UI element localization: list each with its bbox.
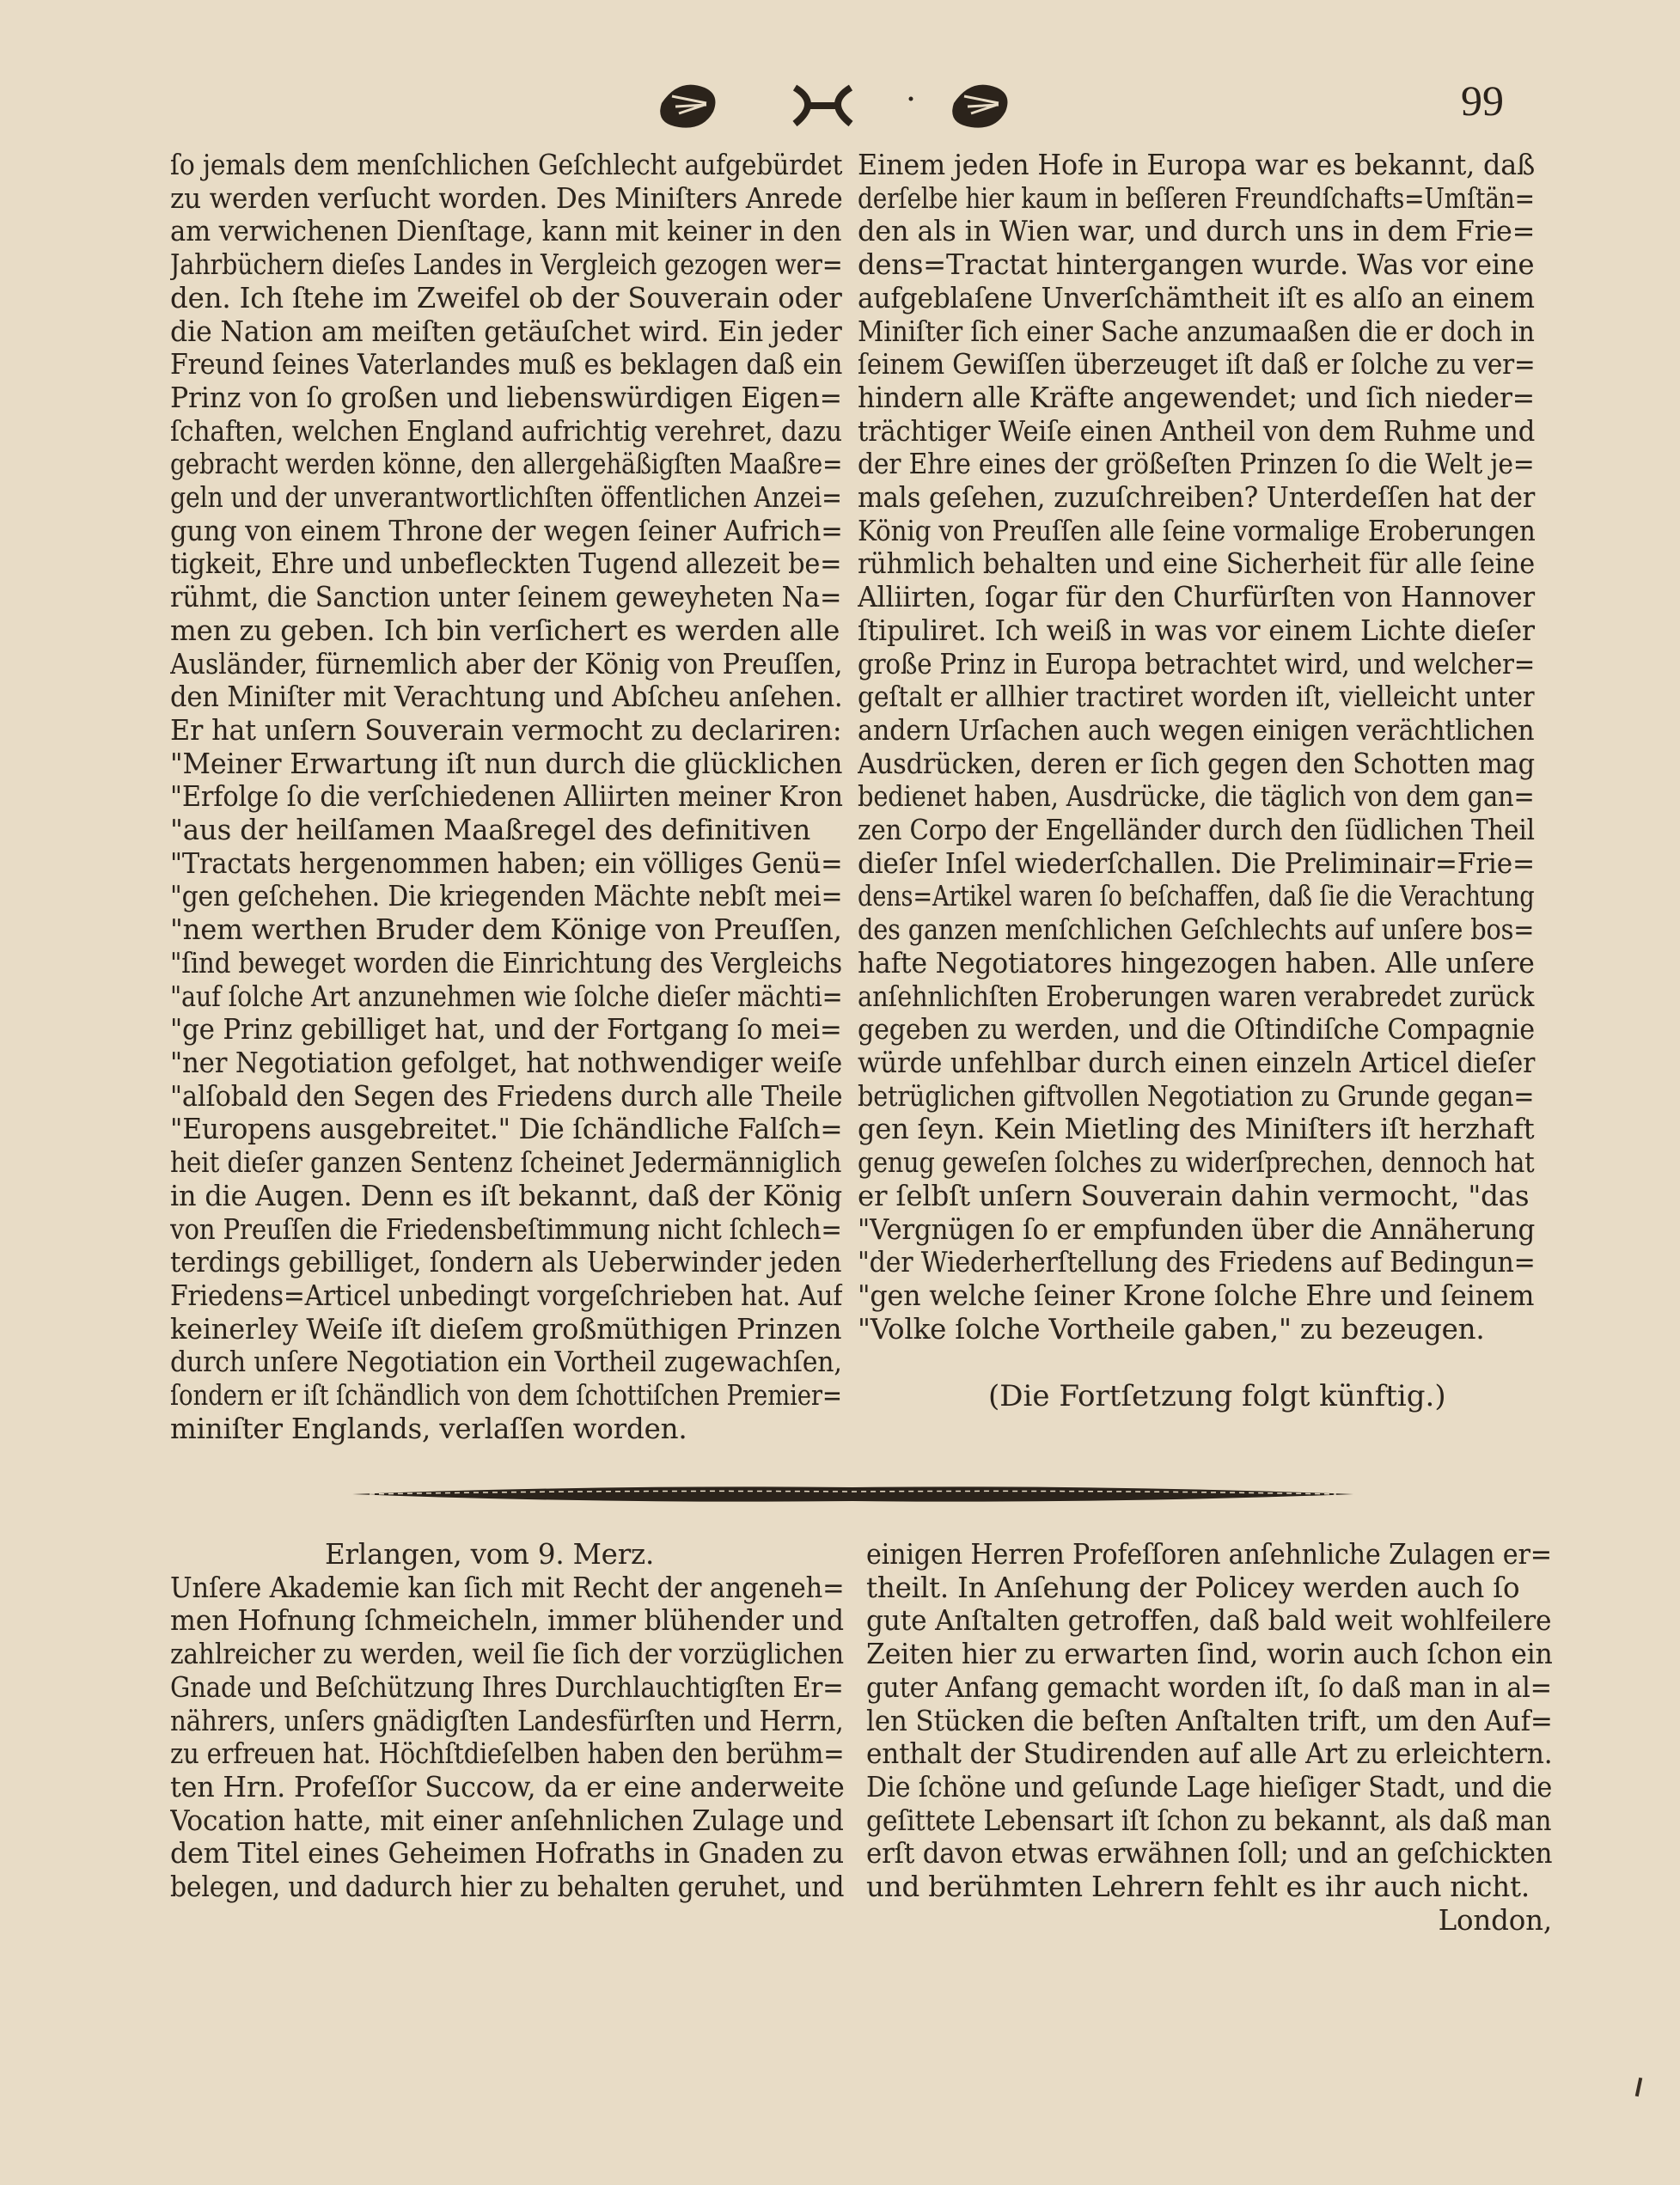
text-line: Die ſchöne und geſunde Lage hieſiger Stadt, und die (866, 1770, 1552, 1804)
text-line: zen Corpo der Engelländer durch den ſüdlichen Theil (858, 814, 1535, 847)
text-line: dem Titel eines Geheimen Hofraths in Gnaden zu (170, 1837, 844, 1871)
text-line: ſtipuliret. Ich weiß in was vor einem Lichte dieſer (858, 613, 1535, 647)
text-line: den. Ich ſtehe im Zweifel ob der Souverain oder (170, 281, 842, 314)
text-line: einigen Herren Profeſſoren anſehnliche Zulagen er= (866, 1538, 1552, 1571)
text-line: "Vergnügen ſo er empfunden über die Annäherung (858, 1212, 1536, 1246)
shell-ornament-right-icon (952, 85, 1007, 128)
stray-ink-mark (1635, 2078, 1642, 2097)
text-line: gebracht werden könne, den allergehäßigſten Maaßre= (170, 448, 843, 481)
dateline: Erlangen, vom 9. Merz. (325, 1538, 655, 1571)
text-line: Zeiten hier zu erwarten ſind, worin auch ſchon ein (866, 1638, 1553, 1671)
text-line: Gnade und Beſchützung Ihres Durchlauchtigſten Er= (170, 1670, 844, 1704)
text-line: er ſelbſt unſern Souverain dahin vermocht, "das (858, 1179, 1530, 1212)
continuation-note: (Die Fortſetzung folgt künftig.) (988, 1379, 1446, 1413)
text-line: genug geweſen ſolches zu widerſprechen, dennoch hat (858, 1146, 1535, 1180)
text-line: zu erfreuen hat. Höchſtdieſelben haben den berühm= (170, 1737, 845, 1771)
text-line: belegen, und dadurch hier zu behalten geruhet, und (170, 1871, 844, 1904)
text-line: große Prinz in Europa betrachtet wird, und welcher= (858, 647, 1536, 681)
text-line: aufgeblaſene Unverſchämtheit iſt es alſo an einem (858, 281, 1535, 314)
text-line: bedienet haben, Ausdrücke, die täglich von dem gan= (858, 780, 1535, 814)
text-line: Er hat unſern Souverain vermocht zu declariren: (170, 713, 842, 747)
text-line: "Europens ausgebreitet." Die ſchändliche Falſch= (170, 1113, 843, 1146)
text-line: Miniſter ſich einer Sache anzumaaßen die er doch in (858, 314, 1535, 348)
text-line: Vocation hatte, mit einer anſehnlichen Zulage und (170, 1804, 844, 1837)
text-line: von Preuſſen die Friedensbeſtimmung nicht ſchlech= (170, 1212, 842, 1246)
text-line: men Hofnung ſchmeicheln, immer blühender und (170, 1604, 844, 1638)
top-left-column (170, 149, 842, 1445)
text-line: ſeinem Gewiſſen überzeuget iſt daß er ſolche zu ver= (858, 348, 1536, 381)
text-line: gen ſeyn. Kein Mietling des Miniſters iſt herzhaft (858, 1113, 1535, 1146)
text-line: heit dieſer ganzen Sentenz ſcheinet Jedermänniglich (170, 1146, 842, 1180)
text-line: tigkeit, Ehre und unbefleckten Tugend allezeit be= (170, 547, 842, 581)
text-line: theilt. In Anſehung der Policey werden auch ſo (866, 1571, 1520, 1604)
text-line: Prinz von ſo großen und liebenswürdigen Eigen= (170, 381, 842, 414)
text-line: Ausdrücken, deren er ſich gegen den Schotten mag (858, 747, 1535, 780)
text-line: geln und der unverantwortlichſten öffentlichen Anzei= (170, 481, 842, 515)
text-line: hafte Negotiatores hingezogen haben. Alle unſere (858, 946, 1535, 980)
text-line: "Meiner Erwartung iſt nun durch die glücklichen (170, 747, 843, 780)
text-line: enthalt der Studirenden auf alle Art zu erleichtern. (866, 1737, 1553, 1771)
text-line: derſelbe hier kaum in beſſeren Freundſchafts=Umſtän= (858, 181, 1535, 215)
text-line: zahlreicher zu werden, weil ſie ſich der vorzüglichen (170, 1638, 844, 1671)
text-line: Ausländer, fürnemlich aber der König von Preuſſen, (170, 647, 843, 681)
text-line: "aus der heilſamen Maaßregel des definitiven (170, 814, 811, 847)
text-line: ſondern er iſt ſchändlich von dem ſchottiſchen Premier= (170, 1379, 842, 1413)
text-line: "der Wiederherſtellung des Friedens auf Bedingun= (858, 1246, 1536, 1279)
text-line: in die Augen. Denn es iſt bekannt, daß der König (170, 1179, 842, 1212)
text-line: rühmlich behalten und eine Sicherheit für alle ſeine (858, 547, 1535, 581)
text-line: "ſind beweget worden die Einrichtung des Vergleichs (170, 946, 843, 980)
scroll-ornament-icon (795, 88, 851, 124)
text-line: geſtalt er allhier tractiret worden iſt, vielleicht unter (858, 681, 1535, 714)
bottom-right-column (866, 1538, 1552, 1937)
page-number: 99 (1461, 76, 1504, 125)
text-line: Jahrbüchern dieſes Landes in Vergleich gezogen wer= (170, 248, 843, 282)
header-ornament (0, 69, 1680, 137)
text-line: "Volke ſolche Vortheile gaben," zu bezeugen. (858, 1312, 1485, 1346)
text-line: "Tractats hergenommen haben; ein völliges Genü= (170, 846, 843, 880)
catchword: London, (1438, 1903, 1552, 1937)
text-line: den Miniſter mit Verachtung und Abſcheu anſehen. (170, 681, 843, 714)
text-line: trächtiger Weiſe einen Antheil von dem Ruhme und (858, 414, 1535, 448)
text-line: Einem jeden Hofe in Europa war es bekannt, daß (858, 149, 1535, 181)
text-line: andern Urſachen auch wegen einigen verächtlichen (858, 713, 1535, 747)
text-line: "gen geſchehen. Die kriegenden Mächte nebſt mei= (170, 880, 842, 913)
bottom-left-column (170, 1538, 844, 1904)
text-line: ſo jemals dem menſchlichen Geſchlecht aufgebürdet (170, 149, 843, 181)
text-line: keinerley Weiſe iſt dieſem großmüthigen Prinzen (170, 1312, 842, 1346)
text-line: men zu geben. Ich bin verſichert es werden alle (170, 613, 840, 647)
text-line: len Stücken die beſten Anſtalten trift, um den Auf= (866, 1704, 1553, 1737)
section-divider (352, 1480, 1353, 1509)
text-line: ten Hrn. Profeſſor Succow, da er eine anderweite (170, 1770, 845, 1804)
text-line: den als in Wien war, und durch uns in dem Frie= (858, 215, 1535, 248)
text-line: Friedens=Articel unbedingt vorgeſchrieben hat. Auf (170, 1279, 843, 1312)
text-line: gung von einem Throne der wegen ſeiner Aufrich= (170, 514, 843, 547)
text-line: mals geſehen, zuzuſchreiben? Unterdeſſen hat der (858, 481, 1536, 515)
text-line: guter Anfang gemacht worden iſt, ſo daß man in al= (866, 1670, 1552, 1704)
text-line: dens=Tractat hintergangen wurde. Was vor eine (858, 248, 1535, 282)
text-line: die Nation am meiſten getäuſchet wird. Ein jeder (170, 314, 842, 348)
text-line: König von Preuſſen alle ſeine vormalige Eroberungen (858, 514, 1536, 547)
text-line: ſchaften, welchen England aufrichtig verehret, dazu (170, 414, 842, 448)
top-right-column (858, 149, 1535, 1346)
text-line: betrüglichen giftvollen Negotiation zu Grunde gegan= (858, 1079, 1535, 1113)
text-line: rühmt, die Sanction unter ſeinem geweyheten Na= (170, 581, 842, 614)
text-line: dieſer Inſel wiederſchallen. Die Preliminair=Frie= (858, 846, 1535, 880)
text-line: würde unfehlbar durch einen einzeln Articel dieſer (858, 1046, 1536, 1079)
text-line: und berühmten Lehrern fehlt es ihr auch nicht. (866, 1871, 1530, 1904)
text-line: "auf ſolche Art anzunehmen wie ſolche dieſer mächti= (170, 980, 843, 1013)
text-line: hindern alle Kräfte angewendet; und ſich nieder= (858, 381, 1535, 414)
text-line: "Erfolge ſo die verſchiedenen Alliirten meiner Kron (170, 780, 843, 814)
text-line: Unſere Akademie kan ſich mit Recht der angeneh= (170, 1571, 845, 1604)
text-line: gegeben zu werden, und die Oſtindiſche Compagnie (858, 1013, 1535, 1047)
text-line: "nem werthen Bruder dem Könige von Preuſſen, (170, 913, 842, 947)
text-line: miniſter Englands, verlaſſen worden. (170, 1412, 687, 1445)
text-line: zu werden verſucht worden. Des Miniſters Anrede (170, 181, 843, 215)
text-line: anſehnlichſten Eroberungen waren verabredet zurück (858, 980, 1535, 1013)
text-line: dens=Artikel waren ſo beſchaffen, daß ſie die Verachtung (858, 880, 1535, 913)
text-line: "ge Prinz gebilliget hat, und der Fortgang ſo mei= (170, 1013, 842, 1047)
text-line: durch unſere Negotiation ein Vortheil zugewachſen, (170, 1346, 842, 1379)
text-line: des ganzen menſchlichen Geſchlechts auf unſere bos= (858, 913, 1535, 947)
text-line: der Ehre eines der größeſten Prinzen ſo die Welt je= (858, 448, 1535, 481)
shell-ornament-left-icon (660, 85, 715, 128)
text-line: "alſobald den Segen des Friedens durch alle Theile (170, 1079, 843, 1113)
text-line: "gen welche ſeiner Krone ſolche Ehre und ſeinem (858, 1279, 1535, 1312)
text-line: Freund ſeines Vaterlandes muß es beklagen daß ein (170, 348, 842, 381)
text-line: terdings gebilliget, ſondern als Ueberwinder jeden (170, 1246, 842, 1279)
text-line: erſt davon etwas erwähnen ſoll; und an geſchickten (866, 1837, 1552, 1871)
ornament-dot-icon (909, 97, 913, 101)
text-line: nährers, unſers gnädigſten Landesfürſten und Herrn, (170, 1704, 844, 1737)
text-line: "ner Negotiation gefolget, hat nothwendiger weiſe (170, 1046, 842, 1079)
text-line: geſittete Lebensart iſt ſchon zu bekannt, als daß man (866, 1804, 1552, 1837)
text-line: gute Anſtalten getroffen, daß bald weit wohlfeilere (866, 1604, 1552, 1638)
text-line: Alliirten, ſogar für den Churfürſten von Hannover (858, 581, 1536, 614)
text-line: am verwichenen Dienſtage, kann mit keiner in den (170, 215, 842, 248)
